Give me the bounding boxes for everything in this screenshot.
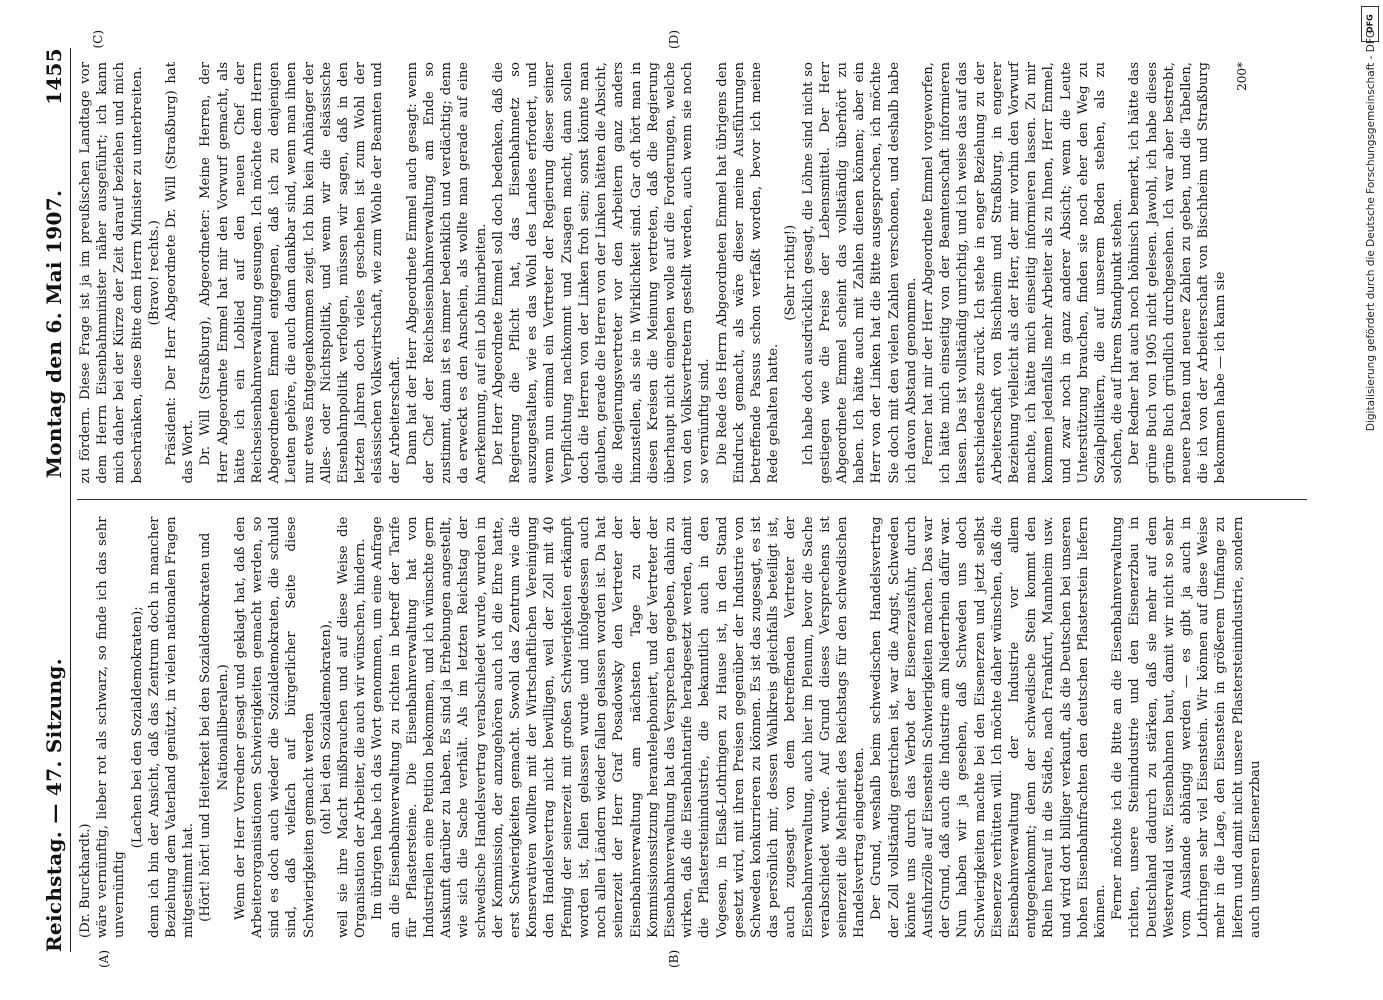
- paragraph: Im übrigen habe ich das Wort genommen, um eine Anfrage an die Eisenbahnverwaltung zu richten in betreff der Tarife für Pflastersteine. Die Eisenbahnverwaltung hat von Industriellen eine Petition bekommen, und ich wünschte gern Auskunft darüber zu haben. Es sind ja Erhebungen angestellt, wie sich die Sache verhält. Als im letzten Reichstag der schwedische Handelsvertrag verabschiedet wurde, wurden in der Kommission, der anzugehören auch ich die Ehre hatte, erst Schwierigkeiten gemacht. Sowohl das Zentrum wie die Konservativen wollten mit der Wirtschaftlichen Vereinigung den Handelsvertrag nicht bewilligen, weil der Zoll mit 40 Pfennig der seinerzeit mit großen Schwierigkeiten erkämpft worden ist, fallen gelassen wurde und infolgedessen auch noch allen Ländern wieder fallen gelassen worden ist. Da hat seinerzeit der Herr Graf Posadowsky den Vertreter der Eisenbahnverwaltung am nächsten Tage zu der Kommissionssitzung herantelephoniert, und der Vertreter der Eisenbahnverwaltung hat das Versprechen gegeben, dahin zu wirken, daß die Eisenbahntarife herabgesetzt werden, damit die Pflastersteinindustrie, die bekanntlich auch in den Vogesen, in Elsaß-Lothringen zu Hause ist, in den Stand gesetzt wird, mit ihren Preisen gegenüber der Industrie von Schweden konkurrieren zu können. Es ist das zugesagt, es ist das persönlich mir, dessen Wahlkreis gleichfalls beteiligt ist, auch zugesagt von dem betreffenden Vertreter der Eisenbahnverwaltung, auch hier im Plenum, bevor die Sache verabschiedet wurde. Auf Grund dieses Versprechens ist seinerzeit die Mehrheit des Reichstags für den schwedischen Handelsvertrag eingetreten.: [370, 516, 868, 938]
- document-page: [34, 30, 1334, 970]
- paragraph: wäre vernünftig, lieber rot als schwarz, so finde ich das sehr unvernünftig: [95, 516, 128, 938]
- paragraph: Dann hat der Herr Abgeordnete Emmel auch gesagt: wenn der Chef der Reichseisenbahnverwaltung am Ende so zustimmt, dann ist es immer bedenklich und verdächtig; denn da erweckt es den Anschein, als wollte man gerade auf eine Anerkennung, auf ein Lob hinarbeiten.: [404, 62, 489, 484]
- margin-marker-b: (B): [667, 949, 681, 968]
- interjection: (oh! bei den Sozialdemokraten),: [318, 619, 334, 835]
- text-columns: [77, 30, 1307, 968]
- interjection: (Bravo! rechts.): [146, 220, 162, 326]
- interjection: (Sehr richtig!): [783, 224, 799, 321]
- header-date: Montag den 6. Mai 1907.: [42, 189, 66, 479]
- dfg-logo: DFG: [1361, 6, 1379, 42]
- paragraph: Der Herr Abgeordnete Emmel soll doch bedenken, daß die Regierung die Pflicht hat, das Eisenbahnnetz so auszugestalten, wie es das Wohl des Landes erfordert, und wenn nun einmal ein Vertreter der Regierung dieser seiner Verpflichtung nachkommt und Zusagen macht, dann sollen doch die Herren von der Linken froh sein; sonst könnte man glauben, gerade die Herren von der Linken hätten die Absicht, die Regierungsvertreter vor den Arbeitern ganz anders hinzustellen, als sie in Wirklichkeit sind. Gar oft hört man in diesen Kreisen die Meinung vertreten, daß die Regierung überhaupt nicht eingehen wolle auf die Forderungen, welche von den Volksvertretern gestellt werden, auch wenn sie noch so vernünftig sind.: [490, 62, 713, 484]
- page-header: [42, 48, 71, 952]
- margin-marker-d: (D): [667, 30, 681, 49]
- president-statement: Präsident: Der Herr Abgeordnete Dr. Will (Straßburg) hat das Wort.: [164, 62, 197, 484]
- interjection: (Hört! hört! und Heiterkeit bei den Sozialdemokraten und Nationalliberalen.): [198, 532, 231, 922]
- paragraph: zu fördern. Diese Frage ist ja im preußischen Landtage vor dem Herrn Eisenbahnminister näher ausgeführt; ich kann mich daher bei der Kürze der Zeit darauf beziehen und mich beschränken, diese Bitte dem Herrn Minister zu unterbreiten.: [78, 62, 145, 484]
- margin-marker-c: (C): [91, 30, 105, 49]
- header-left: Reichstag. — 47. Sitzung.: [42, 658, 66, 952]
- column-divider: [77, 500, 1307, 501]
- speaker-reference: (Dr. Burckhardt.): [78, 823, 93, 938]
- paragraph: Ferner möchte ich die Bitte an die Eisenbahnverwaltung richten, unsere Steinindustrie und den Eisenerzbau in Deutschland dadurch zu stärken, daß sie mehr auf dem Westerwald usw. Eisenbahnen baut, damit wir nicht so sehr vom Auslande abhängig werden — es gibt ja auch in Lothringen sehr viel Eisenstein. Wir können auf diese Weise mehr in die Lage, den Eisenstein in größerem Umfange zu liefern und damit nicht unsere Pflastersteinindustrie, sondern auch unseren Eisenerzbau: [1110, 516, 1263, 938]
- paragraph: Dr. Will (Straßburg), Abgeordneter: Meine Herren, der Herr Abgeordnete Emmel hat mir den Vorwurf gemacht, als hätte ich ein Loblied auf den neuen Chef der Reichseisenbahnverwaltung gesungen. Ich möchte dem Herrn Abgeordneten Emmel entgegnen, daß ich zu denjenigen Leuten gehöre, die auch dann dankbar sind, wenn man ihnen nur etwas Entgegenkommen zeigt. Ich bin kein Anhänger der Alles- oder Nichtspolitik, und wenn wir die elsässische Eisenbahnpolitik verfolgen, müssen wir sagen, daß in den letzten Jahren doch vieles geschehen ist zum Wohl der elsässischen Volkswirtschaft, wie zum Wohle der Beamten und der Arbeiterschaft.: [198, 62, 403, 484]
- paragraph: Ich habe doch ausdrücklich gesagt, die Löhne sind nicht so gestiegen wie die Preise der Lebensmittel. Der Herr Abgeordnete Emmel scheint das vollständig überhört zu haben. Ich hätte auch mit Zahlen dienen können; aber ein Herr von der Linken hat die Bitte ausgesprochen, ich möchte Sie doch mit den vielen Zahlen verschonen, und deshalb habe ich davon Abstand genommen.: [800, 62, 919, 484]
- paragraph: weil sie ihre Macht mißbrauchen und auf diese Weise die Organisation der Arbeiter, die auch wir wünschen, hindern.: [336, 516, 369, 938]
- paragraph: Die Rede des Herrn Abgeordneten Emmel hat übrigens den Eindruck gemacht, als wäre dieser meine Ausführungen betreffende Passus schon verfaßt worden, bevor ich meine Rede gehalten hatte.: [714, 62, 782, 484]
- paragraph: Der Grund, weshalb beim schwedischen Handelsvertrag der Zoll vollständig gestrichen ist, war die Angst, Schweden könnte uns durch das Verbot der Eisenerzausfuhr, durch Ausfuhrzölle auf Eisenstein Schwierigkeiten machen. Das war der Grund, daß auch die Industrie am Niederrhein dafür war. Nun haben wir ja gesehen, daß Schweden uns doch Schwierigkeiten machte bei den Eisenerzen und jetzt selbst Eisenerze verhütten will. Ich möchte daher wünschen, daß die Eisenbahnverwaltung der Industrie vor allem entgegenkommt; denn der schwedische Stein kommt den Rhein herauf in die Städte, nach Frankfurt, Mannheim usw. und wird dort billiger verkauft, als die Deutschen bei unseren hohen Eisenbahnfrachten den deutschen Pflasterstein liefern können.: [869, 516, 1108, 938]
- margin-marker-a: (A): [97, 949, 111, 968]
- paragraph: Der Redner hat auch noch höhnisch bemerkt, ich hätte das grüne Buch von 1905 nicht gelesen. Jawohl, ich habe dieses grüne Buch gründlich durchgesehen. Ich war aber bestrebt, neuere Daten und neuere Zahlen zu geben, und die Tabellen, die ich von der Arbeiterschaft von Bischheim und Straßburg bekommen habe — ich kann sie: [1127, 62, 1229, 484]
- interjection: (Lachen bei den Sozialdemokraten);: [129, 606, 145, 849]
- digitization-note: Digitalisierung gefördert durch die Deutsche Forschungsgemeinschaft - DFG: [1365, 30, 1377, 432]
- paragraph: Wenn der Herr Vorredner gesagt und geklagt hat, daß den Arbeiterorganisationen Schwierigkeiten gemacht werden, so sind es doch auch wieder die Sozialdemokraten, die schuld sind, daß vielfach auf bürgerlicher Seite diese Schwierigkeiten gemacht werden: [232, 516, 317, 938]
- right-column: [77, 48, 1307, 498]
- paragraph: Ferner hat mir der Herr Abgeordnete Emmel vorgeworfen, ich hätte mich einseitig von der Beamtenschaft informieren lassen. Das ist vollständig unrichtig, und ich weise das auf das entschiedenste zurück. Ich stehe in enger Beziehung zu der Arbeiterschaft von Bischheim und Straßburg, in engerer Beziehung vielleicht als der Herr, der mir vorhin den Vorwurf machte, ich hätte mich einseitig informieren lassen. Zu mir kommen jedenfalls mehr Arbeiter als zu Ihnen, Herr Emmel, und zwar noch in ganz anderer Absicht; wenn die Leute Unterstützung brauchen, finden sie noch eher den Weg zu Sozialpolitikern, die auf unserem Boden stehen, als zu solchen, die auf Ihrem Standpunkt stehen.: [920, 62, 1126, 484]
- signature-mark: 200*: [1234, 62, 1249, 91]
- paragraph: denn ich bin der Ansicht, daß das Zentrum doch in mancher Beziehung dem Vaterland genützt, in vielen nationalen Fragen mitgestimmt hat.: [146, 516, 197, 938]
- left-column: [77, 503, 1307, 953]
- page-number: 1455: [42, 48, 66, 105]
